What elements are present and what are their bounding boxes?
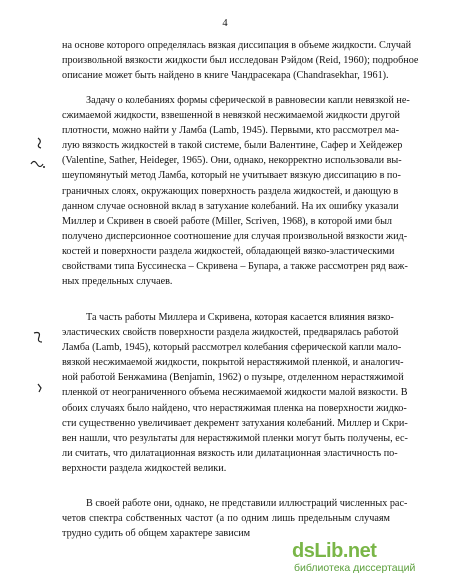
text-line: произвольной вязкости жидкости был исследован Рэйдом (Reid, 1960); подробное <box>62 55 419 67</box>
text-line: Задачу о колебаниях формы сферической в равновесии капли невязкой не- <box>86 95 410 106</box>
margin-scribble-icon <box>36 136 44 150</box>
text-line: плотности, можно найти у Ламба (Lamb, 1945). Первыми, кто рассмотрел ма- <box>62 125 400 137</box>
text-line: Миллер и Скривен в своей работе (Miller, Scriven, 1968), в которой ими был <box>62 215 393 227</box>
text-line: четов спектра собственных частот (а по одним лишь предельным случаям <box>62 513 390 525</box>
text-line: вязкой несжимаемой жидкости, покрытой нерастяжимой пленкой, и аналогич- <box>62 357 404 369</box>
text-line: В своей работе они, однако, не представили иллюстраций численных рас- <box>86 498 408 509</box>
text-line: на основе которого определялась вязкая диссипация в объеме жидкости. Случай <box>62 40 412 51</box>
text-line: получено дисперсионное соотношение для случая произвольной вязкости жид- <box>62 230 408 242</box>
margin-scribble-icon <box>30 158 46 170</box>
text-line: (Valentine, Sather, Heideger, 1965). Они, однако, некорректно использовали вы- <box>62 155 402 167</box>
text-line: Та часть работы Миллера и Скривена, которая касается влияния вязко- <box>86 312 394 323</box>
page-number: 4 <box>222 18 228 29</box>
text-line: лую вязкость жидкостей в такой системе, были Валентине, Сафер и Хейдежер <box>62 140 403 152</box>
text-line: граничных слоях, окружающих поверхность раздела жидкостей, и дающую в <box>62 185 399 197</box>
watermark-subtitle: библиотека диссертаций <box>294 562 416 574</box>
text-line: ли считать, что дилатационная вязкость или дилатационная эластичность по- <box>62 447 398 459</box>
text-line: трудно судить об общем характере зависим <box>62 528 251 540</box>
margin-mark <box>36 382 44 397</box>
text-line: обоих случаях было найдено, что нерастяжимая пленка на поверхности жидко- <box>62 402 407 414</box>
paragraph-4 <box>62 496 408 541</box>
text-line: эластических свойств поверхности раздела жидкостей, предварялась работой <box>62 327 399 339</box>
paragraph-1 <box>62 38 419 83</box>
text-line: ной работой Бенжамина (Benjamin, 1962) о пузыре, отделенном нерастяжимой <box>62 372 404 384</box>
text-line: описание может быть найдено в книге Чандрасекара (Chandrasekhar, 1961). <box>62 70 389 82</box>
text-line: Ламба (Lamb, 1945), который рассмотрел колебания сферической капли мало- <box>62 342 402 354</box>
margin-mark <box>32 330 44 347</box>
text-line: верхности раздела жидкостей велики. <box>62 462 227 474</box>
watermark <box>292 540 442 576</box>
margin-mark <box>30 158 46 173</box>
margin-mark <box>36 136 44 153</box>
text-line: костей и поверхности раздела жидкостей, обладающей вязко-эластическими <box>62 245 395 257</box>
text-line: ных предельных случаев. <box>62 276 173 288</box>
watermark-logo: dsLib.net <box>292 540 377 562</box>
text-line: пленкой от неограниченного объема несжимаемой жидкости малой вязкости. В <box>62 387 408 399</box>
margin-scribble-icon <box>36 382 44 394</box>
text-line: вен нашли, что результаты для нерастяжимой пленки могут быть получены, ес- <box>62 432 408 444</box>
paragraph-3 <box>62 310 408 476</box>
text-line: сти существенно увеличивает декремент затухания колебаний. Миллер и Скри- <box>62 417 408 429</box>
paragraph-2 <box>62 93 410 289</box>
margin-scribble-icon <box>32 330 44 344</box>
text-line: сжимаемой жидкости, взвешенной в невязкой несжимаемой жидкости другой <box>62 110 400 122</box>
text-line: свойствами типа Буссинеска – Скривена – Бупара, а также рассмотрен ряд важ- <box>62 261 408 273</box>
text-line: данном случае основной вклад в затухание колебаний. На их ошибку указали <box>62 200 399 212</box>
text-line: шеупомянутый метод Ламба, который не учитывает вязкую диссипацию в по- <box>62 170 401 182</box>
